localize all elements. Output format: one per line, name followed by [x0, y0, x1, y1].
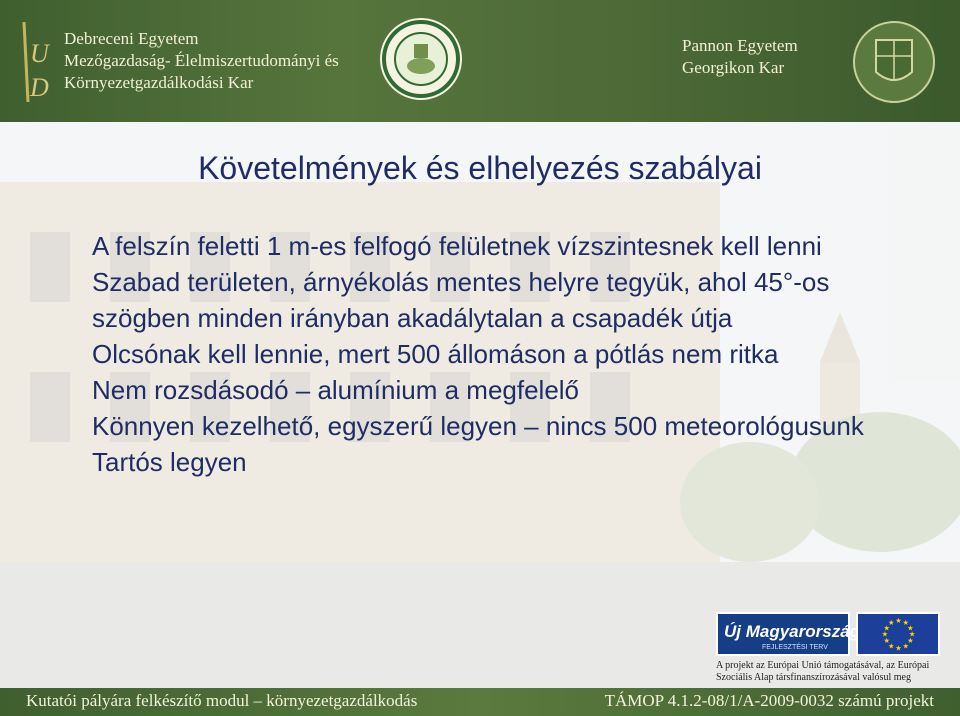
- right-university-name: [682, 35, 798, 79]
- eu-support-block: [716, 612, 940, 688]
- svg-text:★: ★: [895, 643, 902, 653]
- right-university-line-2: Georgikon Kar: [682, 58, 785, 77]
- ud-logo: [14, 22, 52, 102]
- svg-text:★: ★: [883, 636, 890, 646]
- slide-title: Követelmények és elhelyezés szabályai: [198, 150, 762, 186]
- svg-text:★: ★: [902, 641, 910, 651]
- uj-magyarorszag-logo-text: Új Magyarország: [724, 622, 861, 641]
- svg-text:★: ★: [888, 641, 895, 651]
- left-university-line-2: Mezőgazdaság- Élelmiszertudományi és: [64, 51, 339, 70]
- svg-text:★: ★: [883, 623, 890, 633]
- svg-text:★: ★: [881, 629, 889, 639]
- bullet-item: A felszín feletti 1 m-es felfogó felületnek vízszintesnek kell lenni: [92, 231, 822, 261]
- university-crest: [852, 18, 936, 106]
- eu-funding-note: [716, 660, 940, 684]
- bullet-item: Szabad területen, árnyékolás mentes helyre tegyük, ahol 45°-os szögben minden irányban akadálytalan a csapadék útja: [92, 267, 830, 333]
- svg-text:★: ★: [907, 636, 914, 646]
- svg-text:★: ★: [902, 617, 910, 627]
- eu-flag-icon: [856, 612, 940, 656]
- svg-text:★: ★: [907, 623, 914, 633]
- bullet-item: Tartós legyen: [92, 447, 247, 477]
- footer-project-id: TÁMOP 4.1.2-08/1/A-2009-0032 számú projekt: [604, 691, 934, 710]
- bullet-list: [92, 228, 892, 480]
- right-university-line-1: Pannon Egyetem: [682, 36, 798, 55]
- eu-funding-note-line-1: A projekt az Európai Unió támogatásával, az Európai: [716, 660, 930, 671]
- uj-magyarorszag-logo: [716, 612, 861, 656]
- svg-text:★: ★: [908, 629, 916, 639]
- bullet-item: Könnyen kezelhető, egyszerű legyen – nincs 500 meteorológusunk: [92, 411, 864, 441]
- left-university-name: [64, 28, 339, 94]
- footer-band: [0, 688, 960, 716]
- left-university-line-3: Környezetgazdálkodási Kar: [64, 73, 254, 92]
- svg-text:★: ★: [895, 616, 902, 626]
- left-university-line-1: Debreceni Egyetem: [64, 29, 199, 48]
- bullet-item: Nem rozsdásodó – alumínium a megfelelő: [92, 375, 580, 405]
- svg-text:★: ★: [888, 617, 895, 627]
- faculty-seal: [378, 16, 464, 102]
- svg-text:D: D: [30, 73, 49, 102]
- header-band: [0, 0, 960, 122]
- eu-funding-note-line-2: Szociális Alap társfinanszírozásával valósul meg: [716, 672, 911, 683]
- footer-module-title: Kutatói pályára felkészítő modul – környezetgazdálkodás: [26, 691, 418, 710]
- bullet-item: Olcsónak kell lennie, mert 500 állomáson a pótlás nem ritka: [92, 339, 779, 369]
- uj-magyarorszag-logo-subtext: FEJLESZTÉSI TERV: [762, 644, 828, 651]
- svg-text:U: U: [30, 39, 49, 68]
